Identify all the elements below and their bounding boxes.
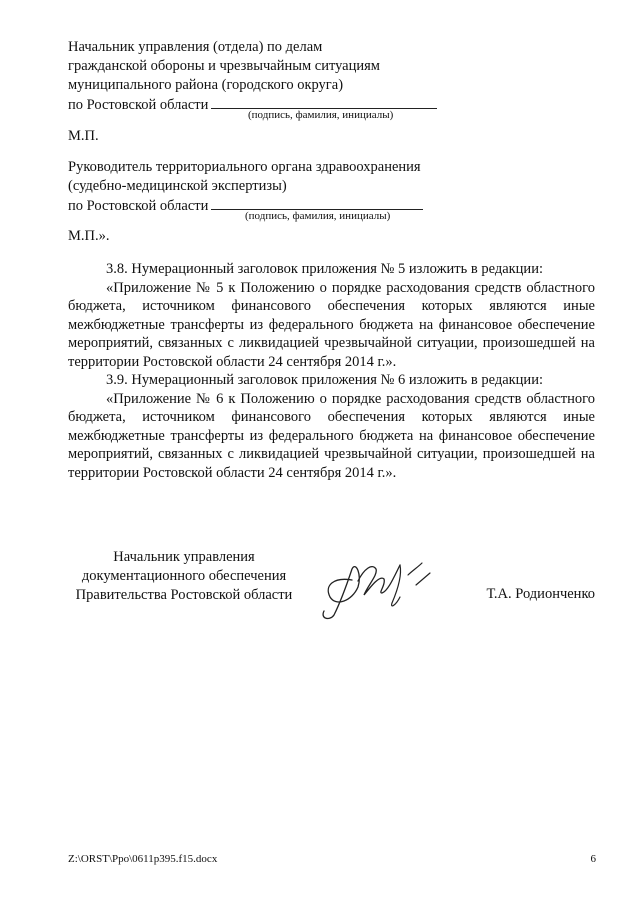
file-path: Z:\ORST\Ppo\0611p395.f15.docx: [68, 853, 218, 865]
section-3-9-heading: 3.9. Нумерационный заголовок приложения № 6 изложить в редакции:: [106, 372, 543, 388]
signatory-title-line2: документационного обеспечения: [81, 568, 287, 584]
signatory-title: [68, 548, 300, 605]
block2-line2: (судебно-медицинской экспертизы): [68, 178, 287, 194]
block1-signature-line: [211, 95, 437, 109]
section-3-8-text: «Приложение № 5 к Положению о порядке расходования средств областного бюджета, источником финансового обеспечения которых являются иные межбюджетные трансферты из федерального бюджета на финансовое обеспечение мероприятий, связанных с ликвидацией чрезвычайной ситуации, произошедшей на территории Ростовской области 24 сентября 2014 г.».: [68, 280, 595, 370]
block2-line1: Руководитель территориального органа здравоохранения: [68, 159, 421, 175]
block1-line3: муниципального района (городского округа): [68, 77, 344, 93]
block2-stamp: М.П.».: [68, 228, 110, 244]
block1-stamp: М.П.: [68, 128, 99, 144]
block1-line4: по Ростовской области: [68, 97, 209, 113]
section-3-8-heading: 3.8. Нумерационный заголовок приложения № 5 изложить в редакции:: [106, 261, 543, 277]
block2-signature-line: [211, 196, 423, 210]
signatory-title-line3: Правительства Ростовской области: [75, 587, 293, 603]
signatory-title-line1: Начальник управления: [113, 549, 255, 565]
page-number: 6: [590, 853, 596, 865]
handwritten-signature-icon: [312, 545, 462, 625]
signatory-name: Т.А. Родионченко: [486, 586, 595, 602]
section-3-9-text: «Приложение № 6 к Положению о порядке расходования средств областного бюджета, источником финансового обеспечения которых являются иные межбюджетные трансферты из федерального бюджета на финансовое обеспечение мероприятий, связанных с ликвидацией чрезвычайной ситуации, произошедшей на территории Ростовской области 24 сентября 2014 г.».: [68, 391, 595, 481]
block2-caption: (подпись, фамилия, инициалы): [245, 210, 391, 222]
block1-line2: гражданской обороны и чрезвычайным ситуациям: [68, 58, 380, 74]
block2-line3: по Ростовской области: [68, 198, 209, 214]
block1-line1: Начальник управления (отдела) по делам: [68, 39, 323, 55]
block1-caption: (подпись, фамилия, инициалы): [248, 109, 394, 121]
